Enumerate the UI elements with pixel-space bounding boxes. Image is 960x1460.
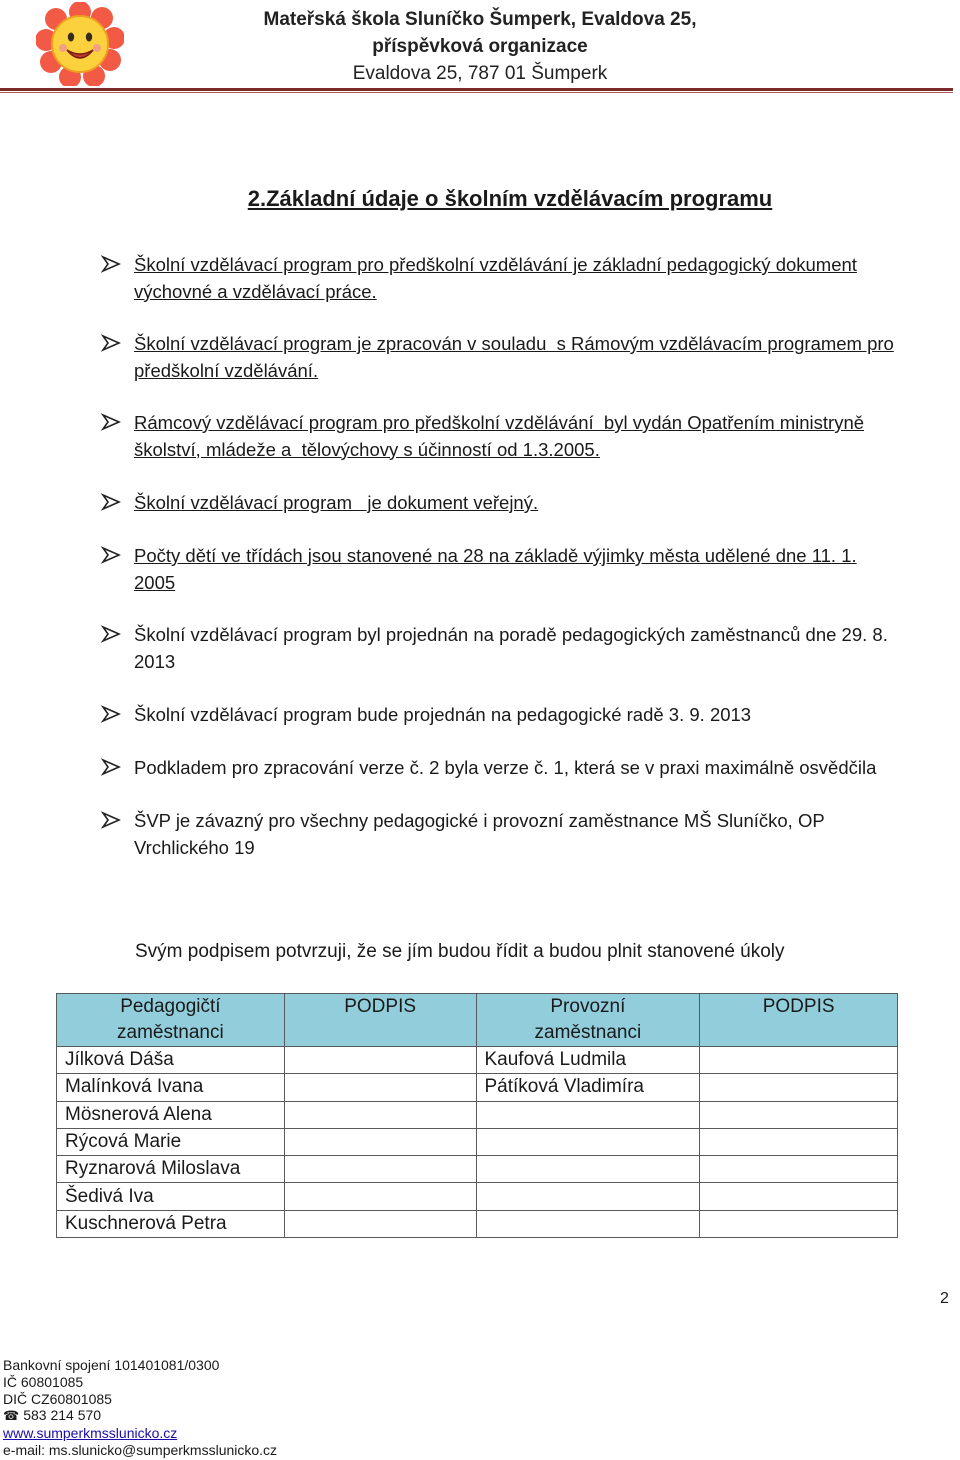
school-name-block <box>200 6 760 87</box>
signature-cell <box>284 1074 476 1101</box>
arrow-bullet-icon <box>100 492 122 512</box>
header-rule <box>0 88 953 91</box>
phone-number: 583 214 570 <box>23 1407 102 1424</box>
section-title: 2.Základní údaje o školním vzdělávacím programu <box>247 186 773 211</box>
header-teaching-staff: Pedagogičtí zaměstnanci <box>57 994 285 1047</box>
phone-row <box>3 1407 277 1425</box>
staff-name: Rýcová Marie <box>57 1128 285 1155</box>
signature-table <box>56 993 898 1238</box>
table-row <box>57 1128 898 1155</box>
table-row <box>57 1210 898 1237</box>
staff-name <box>476 1156 700 1183</box>
signature-cell <box>700 1101 898 1128</box>
arrow-bullet-icon <box>100 624 122 644</box>
tax-id: DIČ CZ60801085 <box>3 1390 112 1407</box>
header-signature: PODPIS <box>284 994 476 1047</box>
staff-name: Malínková Ivana <box>57 1074 285 1101</box>
bullet-text: Školní vzdělávací program je dokument veřejný. <box>134 492 539 513</box>
signature-cell <box>284 1101 476 1128</box>
staff-name: Kuschnerová Petra <box>57 1210 285 1237</box>
arrow-bullet-icon <box>100 757 122 777</box>
signature-cell <box>700 1156 898 1183</box>
arrow-bullet-icon <box>100 545 122 565</box>
signature-cell <box>700 1128 898 1155</box>
website-link[interactable]: www.sumperkmsslunicko.cz <box>3 1425 178 1442</box>
signature-cell <box>284 1128 476 1155</box>
bullet-text: Školní vzdělávací program pro předškolní vzdělávání je základní pedagogický dokument výchovné a vzdělávací práce. <box>134 254 857 302</box>
bullet-text: Školní vzdělávací program je zpracován v souladu s Rámovým vzdělávacím programem pro předškolní vzdělávání. <box>134 333 894 381</box>
signature-cell <box>700 1047 898 1074</box>
bullet-text: ŠVP je závazný pro všechny pedagogické i provozní zaměstnance MŠ Sluníčko, OP Vrchlického 19 <box>134 810 825 858</box>
table-row <box>57 1047 898 1074</box>
sun-logo-icon <box>36 2 124 86</box>
header-operational-staff: Provozní zaměstnanci <box>476 994 700 1047</box>
footer-contact <box>3 1357 277 1459</box>
staff-name <box>476 1128 700 1155</box>
bullet-text: Počty dětí ve třídách jsou stanovené na 28 na základě výjimky města udělené dne 11. 1. 2005 <box>134 545 857 593</box>
bank-account: Bankovní spojení 101401081/0300 <box>3 1357 220 1373</box>
staff-name <box>476 1210 700 1237</box>
table-header-row <box>57 994 898 1047</box>
staff-name: Mösnerová Alena <box>57 1101 285 1128</box>
bullet-text: Školní vzdělávací program bude projednán na pedagogické radě 3. 9. 2013 <box>134 704 752 725</box>
arrow-bullet-icon <box>100 810 122 830</box>
email-link[interactable]: e-mail: ms.slunicko@sumperkmsslunicko.cz <box>3 1441 278 1458</box>
staff-name: Jílková Dáša <box>57 1047 285 1074</box>
arrow-bullet-icon <box>100 412 122 432</box>
arrow-bullet-icon <box>100 254 122 274</box>
table-row <box>57 1101 898 1128</box>
table-row <box>57 1074 898 1101</box>
staff-name: Šedivá Iva <box>57 1183 285 1210</box>
staff-name <box>476 1101 700 1128</box>
signature-cell <box>700 1074 898 1101</box>
arrow-bullet-icon <box>100 333 122 353</box>
table-row <box>57 1183 898 1210</box>
company-id: IČ 60801085 <box>3 1373 84 1390</box>
staff-name: Pátíková Vladimíra <box>476 1074 700 1101</box>
school-address: Evaldova 25, 787 01 Šumperk <box>352 63 608 84</box>
signature-cell <box>284 1047 476 1074</box>
staff-name <box>476 1183 700 1210</box>
signature-cell <box>284 1156 476 1183</box>
staff-name: Kaufová Ludmila <box>476 1047 700 1074</box>
letterhead <box>0 0 960 96</box>
school-name-line2: příspěvková organizace <box>372 36 588 57</box>
signature-cell <box>700 1183 898 1210</box>
page-number: 2 <box>940 1290 949 1307</box>
signature-cell <box>284 1183 476 1210</box>
signature-cell <box>284 1210 476 1237</box>
signature-cell <box>700 1210 898 1237</box>
bullet-text: Rámcový vzdělávací program pro předškolní vzdělávání byl vydán Opatřením ministryně školství, mládeže a tělovýchovy s účinností od 1.3.2005. <box>134 412 865 460</box>
signature-statement: Svým podpisem potvrzuji, že se jím budou řídit a budou plnit stanovené úkoly <box>135 941 785 962</box>
bullet-text: Podkladem pro zpracování verze č. 2 byla verze č. 1, která se v praxi maximálně osvědčila <box>134 757 877 778</box>
table-row <box>57 1156 898 1183</box>
header-rule-thin <box>0 92 953 93</box>
arrow-bullet-icon <box>100 704 122 724</box>
header-signature: PODPIS <box>700 994 898 1047</box>
staff-name: Ryznarová Miloslava <box>57 1156 285 1183</box>
telephone-icon: ☎ <box>3 1408 20 1424</box>
school-name-line1: Mateřská škola Sluníčko Šumperk, Evaldova 25, <box>263 9 697 30</box>
bullet-text: Školní vzdělávací program byl projednán na poradě pedagogických zaměstnanců dne 29. 8. 2013 <box>134 624 888 672</box>
